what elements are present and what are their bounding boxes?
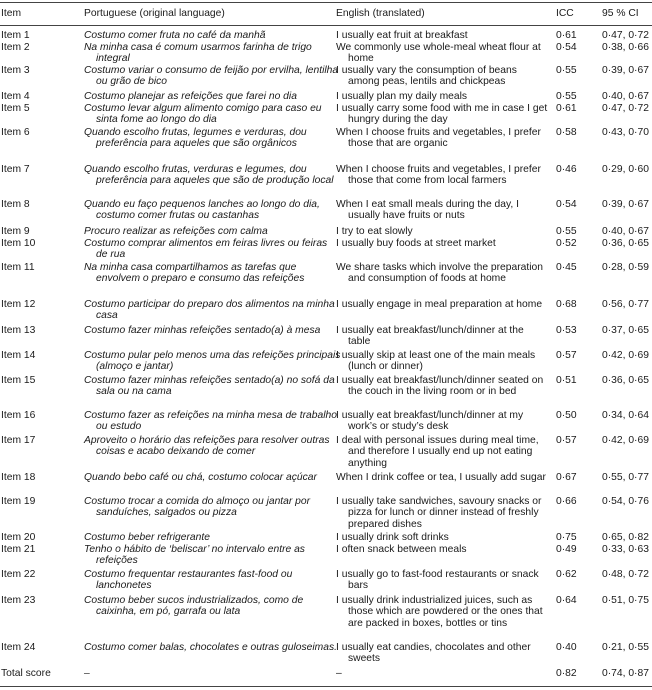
item-cell: Item 7 xyxy=(1,164,30,175)
icc-cell: 0·57 xyxy=(556,435,577,446)
portuguese-cell: Quando escolho frutas, verduras e legumes, dou preferência para aqueles que são de produção local xyxy=(84,164,334,187)
portuguese-cell: Tenho o hábito de ‘beliscar’ no intervalo entre as refeições xyxy=(84,544,305,567)
portuguese-cell: Costumo comer fruta no café da manhã xyxy=(84,30,266,41)
header-portuguese: Portuguese (original language) xyxy=(84,8,225,19)
english-cell: I usually vary the consumption of beans among peas, lentils and chickpeas xyxy=(336,65,517,88)
header-ci: 95 % CI xyxy=(602,8,639,19)
item-cell: Item 8 xyxy=(1,199,30,210)
english-cell: – xyxy=(336,668,342,679)
item-cell: Item 19 xyxy=(1,496,36,507)
item-cell: Item 1 xyxy=(1,30,30,41)
ci-cell: 0·42, 0·69 xyxy=(602,350,649,361)
portuguese-cell: Costumo fazer minhas refeições sentado(a) no sofá da sala ou na cama xyxy=(84,375,335,398)
english-cell: When I drink coffee or tea, I usually add sugar xyxy=(336,472,546,483)
ci-cell: 0·48, 0·72 xyxy=(602,569,649,580)
portuguese-cell: Costumo participar do preparo dos alimentos na minha casa xyxy=(84,299,335,322)
english-cell: I try to eat slowly xyxy=(336,226,413,237)
portuguese-cell: Procuro realizar as refeições com calma xyxy=(84,226,268,237)
item-cell: Item 12 xyxy=(1,299,36,310)
bottom-rule xyxy=(0,686,652,687)
portuguese-cell: Costumo fazer minhas refeições sentado(a) à mesa xyxy=(84,325,321,336)
header-rule xyxy=(0,25,652,26)
portuguese-cell: – xyxy=(84,668,90,679)
ci-cell: 0·55, 0·77 xyxy=(602,472,649,483)
item-cell: Item 6 xyxy=(1,127,30,138)
ci-cell: 0·56, 0·77 xyxy=(602,299,649,310)
portuguese-cell: Costumo comprar alimentos em feiras livres ou feiras de rua xyxy=(84,238,328,261)
item-cell: Item 2 xyxy=(1,42,30,53)
ci-cell: 0·36, 0·65 xyxy=(602,238,649,249)
icc-cell: 0·66 xyxy=(556,496,577,507)
item-cell: Item 23 xyxy=(1,595,36,606)
english-cell: When I eat small meals during the day, I usually have fruits or nuts xyxy=(336,199,519,222)
english-cell: I usually eat fruit at breakfast xyxy=(336,30,468,41)
item-cell: Item 24 xyxy=(1,642,36,653)
icc-cell: 0·40 xyxy=(556,642,577,653)
portuguese-cell: Quando bebo café ou chá, costumo colocar açúcar xyxy=(84,472,317,483)
header-item: Item xyxy=(1,8,22,19)
portuguese-cell: Costumo planejar as refeições que farei no dia xyxy=(84,91,297,102)
ci-cell: 0·47, 0·72 xyxy=(602,30,649,41)
english-cell: I deal with personal issues during meal time, and therefore I usually end up not eating anything xyxy=(336,435,539,469)
english-cell: I often snack between meals xyxy=(336,544,467,555)
icc-cell: 0·54 xyxy=(556,42,577,53)
icc-cell: 0·62 xyxy=(556,569,577,580)
icc-cell: 0·54 xyxy=(556,199,577,210)
ci-cell: 0·37, 0·65 xyxy=(602,325,649,336)
icc-cell: 0·64 xyxy=(556,595,577,606)
english-cell: I usually eat breakfast/lunch/dinner at the table xyxy=(336,325,524,348)
ci-cell: 0·40, 0·67 xyxy=(602,91,649,102)
item-cell: Item 15 xyxy=(1,375,36,386)
item-cell: Item 16 xyxy=(1,410,36,421)
portuguese-cell: Costumo variar o consumo de feijão por ervilha, lentilha ou grão de bico xyxy=(84,65,339,88)
portuguese-cell: Costumo beber refrigerante xyxy=(84,532,210,543)
english-cell: I usually drink industrialized juices, such as those which are powdered or the ones that are packed in boxes, bottles or tins xyxy=(336,595,543,629)
icc-cell: 0·67 xyxy=(556,472,577,483)
english-cell: I usually take sandwiches, savoury snacks or pizza for lunch or dinner instead of freshly prepared dishes xyxy=(336,496,542,530)
portuguese-cell: Costumo fazer as refeições na minha mesa de trabalho ou estudo xyxy=(84,410,337,433)
ci-cell: 0·38, 0·66 xyxy=(602,42,649,53)
icc-cell: 0·58 xyxy=(556,127,577,138)
portuguese-cell: Costumo comer balas, chocolates e outras guloseimas. xyxy=(84,642,337,653)
portuguese-cell: Costumo levar algum alimento comigo para caso eu sinta fome ao longo do dia xyxy=(84,103,322,126)
ci-cell: 0·40, 0·67 xyxy=(602,226,649,237)
item-cell: Item 11 xyxy=(1,262,35,273)
english-cell: I usually eat breakfast/lunch/dinner seated on the couch in the living room or in bed xyxy=(336,375,544,398)
ci-cell: 0·28, 0·59 xyxy=(602,262,649,273)
icc-cell: 0·49 xyxy=(556,544,577,555)
english-cell: When I choose fruits and vegetables, I prefer those that are organic xyxy=(336,127,541,150)
item-cell: Item 4 xyxy=(1,91,30,102)
item-cell: Item 10 xyxy=(1,238,36,249)
english-cell: I usually go to fast-food restaurants or snack bars xyxy=(336,569,539,592)
item-cell: Item 22 xyxy=(1,569,36,580)
ci-cell: 0·43, 0·70 xyxy=(602,127,649,138)
icc-cell: 0·55 xyxy=(556,226,577,237)
english-cell: I usually carry some food with me in case I get hungry during the day xyxy=(336,103,548,126)
english-cell: I usually plan my daily meals xyxy=(336,91,468,102)
english-cell: I usually engage in meal preparation at home xyxy=(336,299,543,310)
english-cell: I usually drink soft drinks xyxy=(336,532,449,543)
item-cell: Total score xyxy=(1,668,51,679)
portuguese-cell: Na minha casa é comum usarmos farinha de trigo integral xyxy=(84,42,312,65)
icc-cell: 0·61 xyxy=(556,103,577,114)
icc-cell: 0·52 xyxy=(556,238,577,249)
ci-cell: 0·34, 0·64 xyxy=(602,410,649,421)
portuguese-cell: Quando eu faço pequenos lanches ao longo do dia, costumo comer frutas ou castanhas xyxy=(84,199,320,222)
icc-cell: 0·45 xyxy=(556,262,577,273)
english-cell: I usually buy foods at street market xyxy=(336,238,496,249)
item-cell: Item 14 xyxy=(1,350,36,361)
ci-cell: 0·21, 0·55 xyxy=(602,642,649,653)
ci-cell: 0·36, 0·65 xyxy=(602,375,649,386)
english-cell: We share tasks which involve the preparation and consumption of foods at home xyxy=(336,262,543,285)
header-icc: ICC xyxy=(556,8,574,19)
english-cell: I usually eat breakfast/lunch/dinner at my work’s or study’s desk xyxy=(336,410,524,433)
english-cell: I usually eat candies, chocolates and other sweets xyxy=(336,642,531,665)
ci-cell: 0·74, 0·87 xyxy=(602,668,649,679)
item-cell: Item 17 xyxy=(1,435,36,446)
item-cell: Item 13 xyxy=(1,325,36,336)
item-cell: Item 3 xyxy=(1,65,30,76)
icc-cell: 0·46 xyxy=(556,164,577,175)
icc-cell: 0·50 xyxy=(556,410,577,421)
icc-cell: 0·75 xyxy=(556,532,577,543)
icc-cell: 0·53 xyxy=(556,325,577,336)
item-cell: Item 18 xyxy=(1,472,36,483)
ci-cell: 0·33, 0·63 xyxy=(602,544,649,555)
ci-cell: 0·65, 0·82 xyxy=(602,532,649,543)
icc-cell: 0·57 xyxy=(556,350,577,361)
portuguese-cell: Costumo trocar a comida do almoço ou jantar por sanduíches, salgados ou pizza xyxy=(84,496,311,519)
icc-cell: 0·55 xyxy=(556,65,577,76)
icc-cell: 0·82 xyxy=(556,668,577,679)
icc-cell: 0·55 xyxy=(556,91,577,102)
top-rule xyxy=(0,2,652,3)
english-cell: I usually skip at least one of the main meals (lunch or dinner) xyxy=(336,350,536,373)
item-cell: Item 20 xyxy=(1,532,36,543)
portuguese-cell: Quando escolho frutas, legumes e verduras, dou preferência para aqueles que são orgânicos xyxy=(84,127,307,150)
item-cell: Item 5 xyxy=(1,103,30,114)
ci-cell: 0·29, 0·60 xyxy=(602,164,649,175)
ci-cell: 0·39, 0·67 xyxy=(602,199,649,210)
portuguese-cell: Aproveito o horário das refeições para resolver outras coisas e acabo deixando de comer xyxy=(84,435,330,458)
item-cell: Item 21 xyxy=(1,544,36,555)
ci-cell: 0·54, 0·76 xyxy=(602,496,649,507)
portuguese-cell: Costumo beber sucos industrializados, como de caixinha, em pó, garrafa ou lata xyxy=(84,595,304,618)
ci-cell: 0·39, 0·67 xyxy=(602,65,649,76)
portuguese-cell: Costumo pular pelo menos uma das refeições principais (almoço e jantar) xyxy=(84,350,341,373)
header-english: English (translated) xyxy=(336,8,425,19)
icc-cell: 0·61 xyxy=(556,30,577,41)
portuguese-cell: Na minha casa compartilhamos as tarefas que envolvem o preparo e consumo das refeições xyxy=(84,262,305,285)
english-cell: When I choose fruits and vegetables, I prefer those that come from local farmers xyxy=(336,164,541,187)
ci-cell: 0·51, 0·75 xyxy=(602,595,649,606)
portuguese-cell: Costumo frequentar restaurantes fast-food ou lanchonetes xyxy=(84,569,293,592)
english-cell: We commonly use whole-meal wheat flour at home xyxy=(336,42,541,65)
item-cell: Item 9 xyxy=(1,226,30,237)
icc-cell: 0·68 xyxy=(556,299,577,310)
icc-cell: 0·51 xyxy=(556,375,577,386)
ci-cell: 0·42, 0·69 xyxy=(602,435,649,446)
ci-cell: 0·47, 0·72 xyxy=(602,103,649,114)
